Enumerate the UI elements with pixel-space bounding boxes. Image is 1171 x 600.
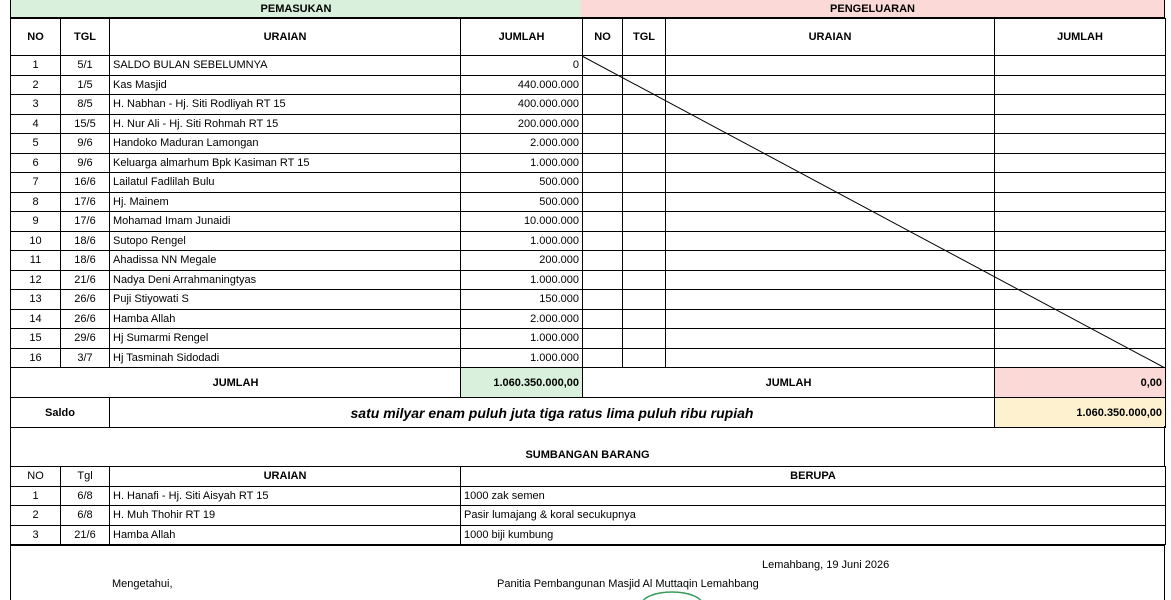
row-uraian: Keluarga almarhum Bpk Kasiman RT 15 <box>110 153 461 173</box>
row-uraian: Hj. Mainem <box>110 192 461 212</box>
row-jumlah: 0 <box>461 56 583 76</box>
row-uraian: Nadya Deni Arrahmaningtyas <box>110 270 461 290</box>
pemasukan-section-header <box>10 0 582 18</box>
pengeluaran-empty-diagonal <box>582 56 1165 368</box>
header-uraian: URAIAN <box>110 19 461 56</box>
row-jumlah: 1.000.000 <box>461 231 583 251</box>
row-no: 7 <box>11 173 61 193</box>
sumbangan-header-no: NO <box>11 467 61 487</box>
pengeluaran-title: PENGELUARAN <box>830 2 915 15</box>
sumbangan-header-uraian: URAIAN <box>110 467 461 487</box>
saldo-label: Saldo <box>11 398 110 428</box>
sumbangan-tgl: 6/8 <box>61 506 110 526</box>
sumbangan-no: 1 <box>11 486 61 506</box>
row-no: 9 <box>11 212 61 232</box>
row-jumlah: 1.000.000 <box>461 348 583 368</box>
header-tgl: TGL <box>61 19 110 56</box>
row-no: 6 <box>11 153 61 173</box>
jumlah-label: JUMLAH <box>11 368 461 398</box>
row-jumlah: 1.000.000 <box>461 270 583 290</box>
sumbangan-block <box>10 426 1165 466</box>
sumbangan-rows <box>11 486 1166 545</box>
jumlah-row <box>11 368 1166 398</box>
row-uraian: Handoko Maduran Lamongan <box>110 134 461 154</box>
row-jumlah: 440.000.000 <box>461 75 583 95</box>
pemasukan-total: 1.060.350.000,00 <box>461 368 583 398</box>
header-no: NO <box>11 19 61 56</box>
header-tgl-out: TGL <box>623 19 666 56</box>
sumbangan-row <box>11 486 1166 506</box>
row-tgl: 29/6 <box>61 329 110 349</box>
sumbangan-berupa: 1000 zak semen <box>461 486 1166 506</box>
row-no: 10 <box>11 231 61 251</box>
place-date: Lemahbang, 19 Juni 2026 <box>762 559 890 571</box>
row-no: 14 <box>11 309 61 329</box>
sumbangan-table <box>10 466 1166 545</box>
sumbangan-uraian: H. Muh Thohir RT 19 <box>110 506 461 526</box>
panitia-label: Panitia Pembangunan Masjid Al Muttaqin Lemahbang <box>497 578 759 590</box>
row-uraian: Hj Sumarmi Rengel <box>110 329 461 349</box>
row-tgl: 3/7 <box>61 348 110 368</box>
row-uraian: Lailatul Fadlilah Bulu <box>110 173 461 193</box>
row-jumlah: 1.000.000 <box>461 329 583 349</box>
row-jumlah: 500.000 <box>461 173 583 193</box>
saldo-terbilang: satu milyar enam puluh juta tiga ratus lima puluh ribu rupiah <box>110 398 995 428</box>
row-uraian: Mohamad Imam Junaidi <box>110 212 461 232</box>
row-no: 4 <box>11 114 61 134</box>
row-no: 8 <box>11 192 61 212</box>
sumbangan-uraian: H. Hanafi - Hj. Siti Aisyah RT 15 <box>110 486 461 506</box>
row-no: 11 <box>11 251 61 271</box>
row-tgl: 26/6 <box>61 290 110 310</box>
row-jumlah: 150.000 <box>461 290 583 310</box>
row-tgl: 1/5 <box>61 75 110 95</box>
header-no-out: NO <box>583 19 623 56</box>
row-jumlah: 400.000.000 <box>461 95 583 115</box>
row-no: 3 <box>11 95 61 115</box>
row-no: 5 <box>11 134 61 154</box>
row-uraian: SALDO BULAN SEBELUMNYA <box>110 56 461 76</box>
sumbangan-uraian: Hamba Allah <box>110 525 461 545</box>
row-uraian: Hamba Allah <box>110 309 461 329</box>
sumbangan-header-berupa: BERUPA <box>461 467 1166 487</box>
sumbangan-no: 2 <box>11 506 61 526</box>
sumbangan-tgl: 21/6 <box>61 525 110 545</box>
row-uraian: H. Nur Ali - Hj. Siti Rohmah RT 15 <box>110 114 461 134</box>
row-uraian: Puji Stiyowati S <box>110 290 461 310</box>
jumlah-label-out: JUMLAH <box>583 368 995 398</box>
row-tgl: 26/6 <box>61 309 110 329</box>
sumbangan-no: 3 <box>11 525 61 545</box>
column-header-row <box>11 19 1166 56</box>
row-tgl: 17/6 <box>61 192 110 212</box>
row-jumlah: 200.000 <box>461 251 583 271</box>
row-no: 13 <box>11 290 61 310</box>
mengetahui-label: Mengetahui, <box>112 578 173 590</box>
saldo-row <box>11 398 1166 428</box>
header-uraian-out: URAIAN <box>666 19 995 56</box>
header-jumlah: JUMLAH <box>461 19 583 56</box>
sumbangan-header-row <box>11 467 1166 487</box>
row-tgl: 17/6 <box>61 212 110 232</box>
row-jumlah: 2.000.000 <box>461 309 583 329</box>
row-no: 15 <box>11 329 61 349</box>
row-jumlah: 200.000.000 <box>461 114 583 134</box>
saldo-value: 1.060.350.000,00 <box>995 398 1166 428</box>
row-uraian: Ahadissa NN Megale <box>110 251 461 271</box>
sumbangan-row <box>11 525 1166 545</box>
row-uraian: Kas Masjid <box>110 75 461 95</box>
row-uraian: Sutopo Rengel <box>110 231 461 251</box>
row-jumlah: 10.000.000 <box>461 212 583 232</box>
row-tgl: 15/5 <box>61 114 110 134</box>
pengeluaran-section-header <box>581 0 1165 18</box>
panitia-seal-icon <box>640 590 704 600</box>
row-tgl: 9/6 <box>61 153 110 173</box>
sumbangan-header-tgl: Tgl <box>61 467 110 487</box>
sumbangan-title: SUMBANGAN BARANG <box>525 449 650 461</box>
row-tgl: 16/6 <box>61 173 110 193</box>
sumbangan-tgl: 6/8 <box>61 486 110 506</box>
pengeluaran-total: 0,00 <box>995 368 1166 398</box>
row-jumlah: 1.000.000 <box>461 153 583 173</box>
pemasukan-title: PEMASUKAN <box>260 2 332 15</box>
row-tgl: 21/6 <box>61 270 110 290</box>
row-no: 12 <box>11 270 61 290</box>
row-jumlah: 500.000 <box>461 192 583 212</box>
row-tgl: 18/6 <box>61 231 110 251</box>
row-no: 16 <box>11 348 61 368</box>
header-jumlah-out: JUMLAH <box>995 19 1166 56</box>
row-jumlah: 2.000.000 <box>461 134 583 154</box>
row-uraian: Hj Tasminah Sidodadi <box>110 348 461 368</box>
row-tgl: 8/5 <box>61 95 110 115</box>
row-no: 2 <box>11 75 61 95</box>
footer-area <box>10 544 1165 600</box>
row-tgl: 5/1 <box>61 56 110 76</box>
row-no: 1 <box>11 56 61 76</box>
sumbangan-row <box>11 506 1166 526</box>
row-tgl: 18/6 <box>61 251 110 271</box>
row-uraian: H. Nabhan - Hj. Siti Rodliyah RT 15 <box>110 95 461 115</box>
row-tgl: 9/6 <box>61 134 110 154</box>
sumbangan-berupa: Pasir lumajang & koral secukupnya <box>461 506 1166 526</box>
sumbangan-berupa: 1000 biji kumbung <box>461 525 1166 545</box>
